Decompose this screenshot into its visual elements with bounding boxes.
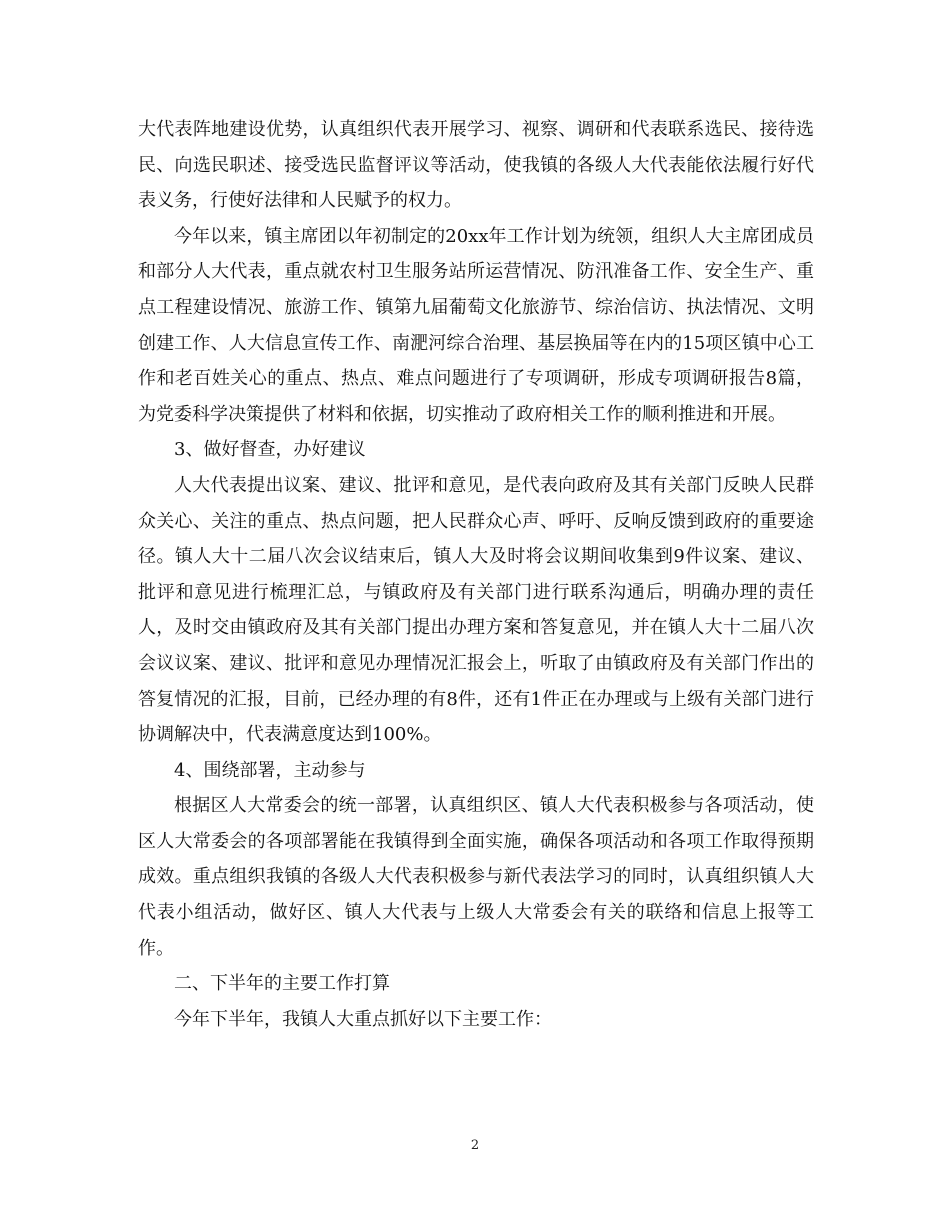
- paragraph-participation: 根据区人大常委会的统一部署，认真组织区、镇人大代表积极参与各项活动，使区人大常委会的各项部署能在我镇得到全面实施，确保各项活动和各项工作取得预期成效。重点组织我镇的各级人大代表积极参与新代表法学习的同时，认真组织镇人大代表小组活动，做好区、镇人大代表与上级人大常委会有关的联络和信息上报等工作。: [138, 795, 814, 959]
- paragraph-suggestions: 人大代表提出议案、建议、批评和意见，是代表向政府及其有关部门反映人民群众关心、关注的重点、热点问题，把人民群众心声、呼吁、反响反馈到政府的重要途径。镇人大十二届八次会议结束后，镇人大及时将会议期间收集到9件议案、建议、批评和意见进行梳理汇总，与镇政府及有关部门进行联系沟通后，明确办理的责任人，及时交由镇政府及其有关部门提出办理方案和答复意见，并在镇人大十二届八次会议议案、建议、批评和意见办理情况汇报会上，听取了由镇政府及有关部门作出的答复情况的汇报，目前，已经办理的有8件，还有1件正在办理或与上级有关部门进行协调解决中，代表满意度达到100%。: [138, 474, 814, 746]
- section-heading-plan: 二、下半年的主要工作打算: [174, 973, 390, 995]
- paragraph-plan-intro: 今年下半年，我镇人大重点抓好以下主要工作：: [174, 1008, 552, 1030]
- section-heading-participation: 4、围绕部署，主动参与: [174, 759, 366, 781]
- section-heading-supervision: 3、做好督查，办好建议: [174, 439, 366, 461]
- paragraph-research: 今年以来，镇主席团以年初制定的20xx年工作计划为统领，组织人大主席团成员和部分人大代表，重点就农村卫生服务站所运营情况、防汛准备工作、安全生产、重点工程建设情况、旅游工作、镇第九届葡萄文化旅游节、综治信访、执法情况、文明创建工作、人大信息宣传工作、南淝河综合治理、基层换届等在内的15项区镇中心工作和老百姓关心的重点、热点、难点问题进行了专项调研，形成专项调研报告8篇，为党委科学决策提供了材料和依据，切实推动了政府相关工作的顺利推进和开展。: [138, 225, 814, 425]
- page-number: 2: [470, 1138, 480, 1153]
- paragraph-continuation: 大代表阵地建设优势，认真组织代表开展学习、视察、调研和代表联系选民、接待选民、向选民职述、接受选民监督评议等活动，使我镇的各级人大代表能依法履行好代表义务，行使好法律和人民赋予的权力。: [138, 119, 814, 212]
- document-body: [138, 112, 814, 1037]
